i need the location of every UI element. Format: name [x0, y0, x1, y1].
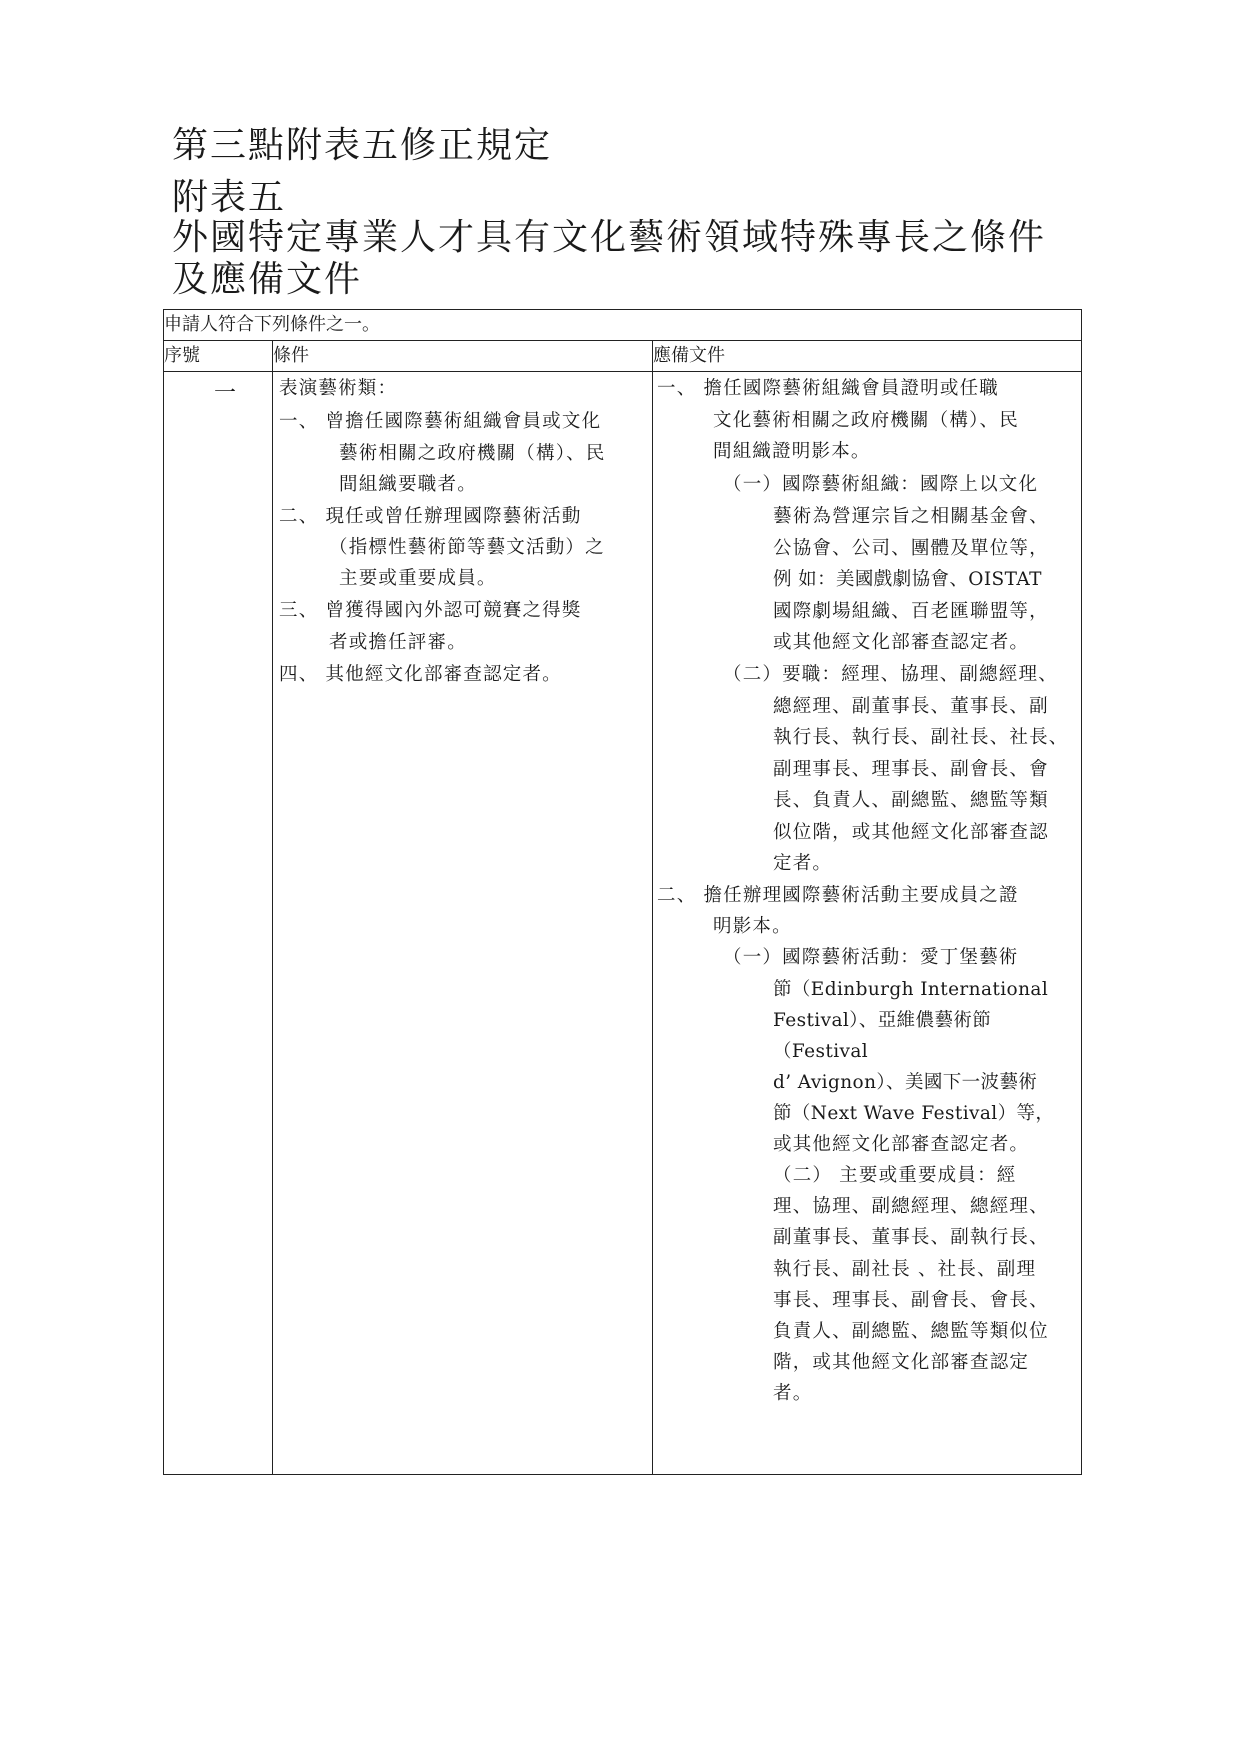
document-line: 副董事長、董事長、副執行長、: [773, 1227, 1049, 1248]
page-title: 第三點附表五修正規定: [172, 125, 553, 166]
document-line: 定者。: [773, 853, 833, 874]
condition-line: 間組織要職者。: [339, 474, 477, 495]
requirements-table: [163, 309, 1082, 1475]
document-line: 一、 擔任國際藝術組織會員證明或任職: [657, 378, 999, 399]
document-line: 負責人、副總監、總監等類似位: [773, 1321, 1049, 1342]
document-line: （一）國際藝術活動：愛丁堡藝術: [723, 947, 1019, 968]
document-line: 例 如：美國戲劇協會、OISTAT: [773, 569, 1042, 590]
condition-line: 一、 曾擔任國際藝術組織會員或文化: [279, 411, 602, 432]
annex-label: 附表五: [172, 177, 287, 218]
document-line: 節（Next Wave Festival）等，: [773, 1103, 1055, 1124]
condition-line: （指標性藝術節等藝文活動）之: [329, 537, 605, 558]
document-line: 執行長、副社長 、社長、副理: [773, 1259, 1037, 1280]
document-line: 階，或其他經文化部審查認定: [773, 1352, 1030, 1373]
document-line: 藝術為營運宗旨之相關基金會、: [773, 506, 1049, 527]
header-row: [164, 341, 1082, 372]
document-line: 公協會、公司、團體及單位等，: [773, 538, 1049, 559]
document-line: d’ Avignon）、美國下一波藝術: [773, 1072, 1038, 1093]
document-line: 明影本。: [713, 916, 792, 937]
condition-category: 表演藝術類：: [279, 378, 398, 399]
document-line: （二） 主要或重要成員：經: [773, 1165, 1017, 1186]
document-line: 長、負責人、副總監、總監等類: [773, 790, 1049, 811]
document-line: 副理事長、理事長、副會長、會: [773, 759, 1049, 780]
condition-line: 三、 曾獲得國內外認可競賽之得獎: [279, 600, 582, 621]
header-conditions: 條件: [273, 341, 653, 372]
header-seq: 序號: [164, 341, 273, 372]
document-line: Festival）、亞維儂藝術節: [773, 1010, 992, 1031]
table-row: [164, 372, 1082, 1475]
document-line: 二、 擔任辦理國際藝術活動主要成員之證: [657, 885, 1019, 906]
document-line: 總經理、副董事長、董事長、副: [773, 696, 1049, 717]
header-documents: 應備文件: [653, 341, 1082, 372]
document-line: （二）要職：經理、協理、副總經理、: [723, 664, 1058, 685]
document-line: 事長、理事長、副會長、會長、: [773, 1290, 1049, 1311]
document-line: 或其他經文化部審查認定者。: [773, 632, 1030, 653]
document-line: 文化藝術相關之政府機關（構）、民: [713, 410, 1019, 431]
documents-cell: [653, 372, 1082, 1475]
document-line: 節（Edinburgh International: [773, 979, 1049, 1000]
intro-row: [164, 310, 1082, 341]
document-line: 執行長、執行長、副社長、社長、: [773, 727, 1069, 748]
table-title-line-2: 及應備文件: [172, 259, 363, 300]
conditions-cell: [273, 372, 653, 1475]
document-line: （Festival: [773, 1041, 869, 1062]
document-line: （一）國際藝術組織：國際上以文化: [723, 474, 1039, 495]
document-line: 間組織證明影本。: [713, 441, 871, 462]
document-line: 或其他經文化部審查認定者。: [773, 1134, 1030, 1155]
condition-line: 藝術相關之政府機關（構）、民: [339, 443, 606, 464]
intro-cell: 申請人符合下列條件之一。: [164, 310, 1082, 341]
condition-line: 二、 現任或曾任辦理國際藝術活動: [279, 506, 582, 527]
document-line: 似位階，或其他經文化部審查認: [773, 822, 1049, 843]
condition-line: 四、 其他經文化部審查認定者。: [279, 664, 562, 685]
seq-cell: [164, 372, 273, 1475]
seq-number: 一: [214, 381, 237, 406]
table-title-line-1: 外國特定專業人才具有文化藝術領域特殊專長之條件: [172, 217, 1047, 258]
condition-line: 主要或重要成員。: [339, 568, 497, 589]
condition-line: 者或擔任評審。: [329, 632, 467, 653]
document-line: 國際劇場組織、百老匯聯盟等，: [773, 601, 1049, 622]
document-line: 理、協理、副總經理、總經理、: [773, 1196, 1049, 1217]
document-line: 者。: [773, 1383, 813, 1404]
